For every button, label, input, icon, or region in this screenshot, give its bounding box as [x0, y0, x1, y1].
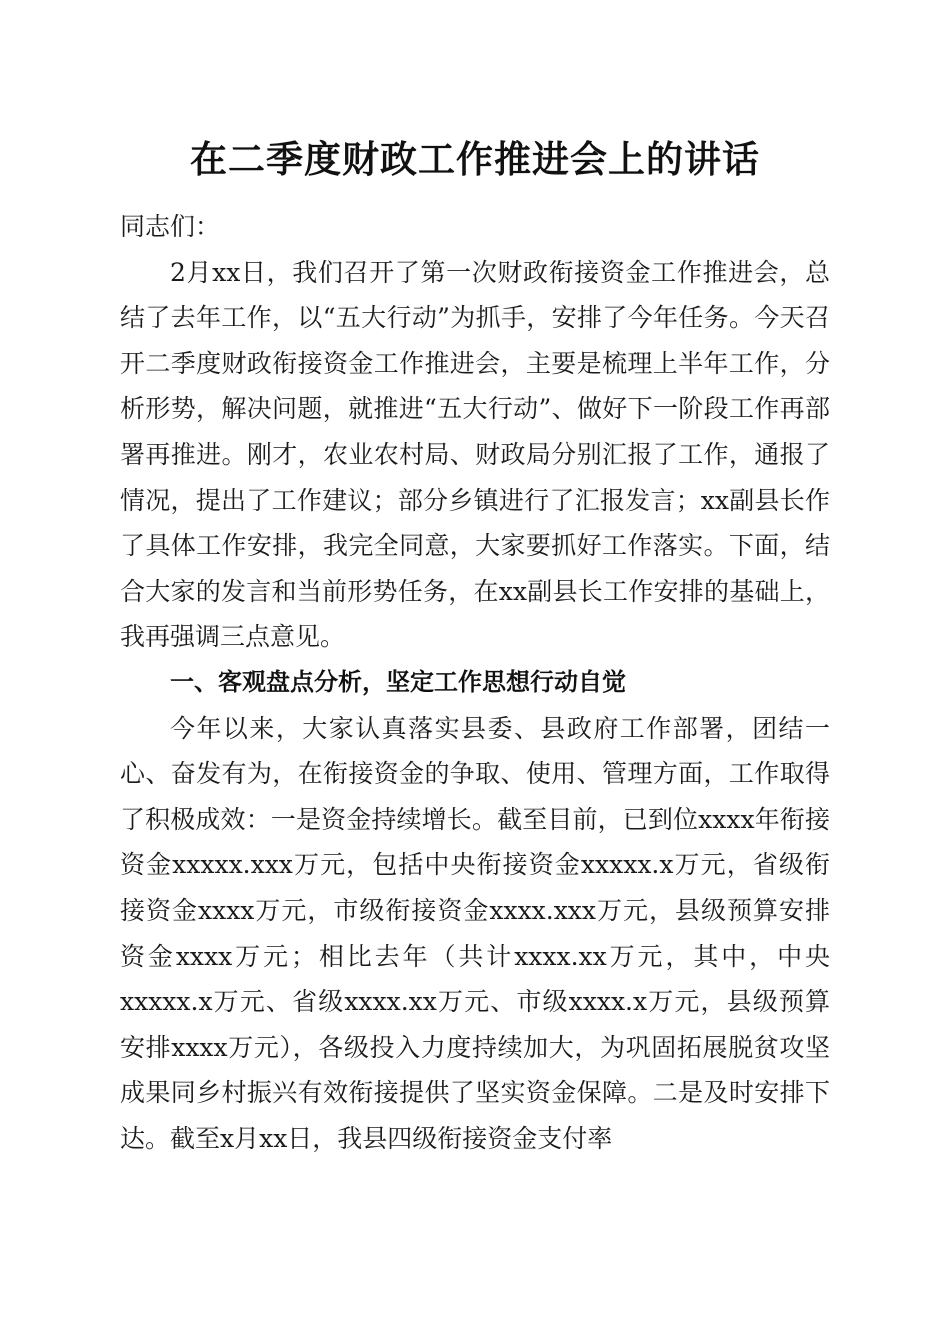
document-body [120, 204, 830, 1161]
section-heading-1: 一、客观盘点分析，坚定工作思想行动自觉 [170, 667, 626, 696]
salutation: 同志们： [120, 212, 221, 241]
section-1-paragraph: 今年以来，大家认真落实县委、县政府工作部署，团结一心、奋发有为，在衔接资金的争取、使用、管理方面，工作取得了积极成效：一是资金持续增长。截至目前，已到位xxxx年衔接资金xxxxx.xxx万元，包括中央衔接资金xxxxx.x万元，省级衔接资金xxxx万元，市级衔接资金xxxx.xxx万元，县级预算安排资金xxxx万元；相比去年（共计xxxx.xx万元，其中，中央xxxxx.x万元、省级xxxx.xx万元、市级xxxx.x万元，县级预算安排xxxx万元），各级投入力度持续加大，为巩固拓展脱贫攻坚成果同乡村振兴有效衔接提供了坚实资金保障。二是及时安排下达。截至x月xx日，我县四级衔接资金支付率 [120, 713, 830, 1153]
page-title: 在二季度财政工作推进会上的讲话 [190, 137, 760, 181]
intro-paragraph: 2月xx日，我们召开了第一次财政衔接资金工作推进会，总结了去年工作，以“五大行动”为抓手，安排了今年任务。今天召开二季度财政衔接资金工作推进会，主要是梳理上半年工作，分析形势，解决问题，就推进“五大行动”、做好下一阶段工作再部署再推进。刚才，农业农村局、财政局分别汇报了工作，通报了情况，提出了工作建议；部分乡镇进行了汇报发言；xx副县长作了具体工作安排，我完全同意，大家要抓好工作落实。下面，结合大家的发言和当前形势任务，在xx副县长工作安排的基础上，我再强调三点意见。 [120, 257, 830, 652]
